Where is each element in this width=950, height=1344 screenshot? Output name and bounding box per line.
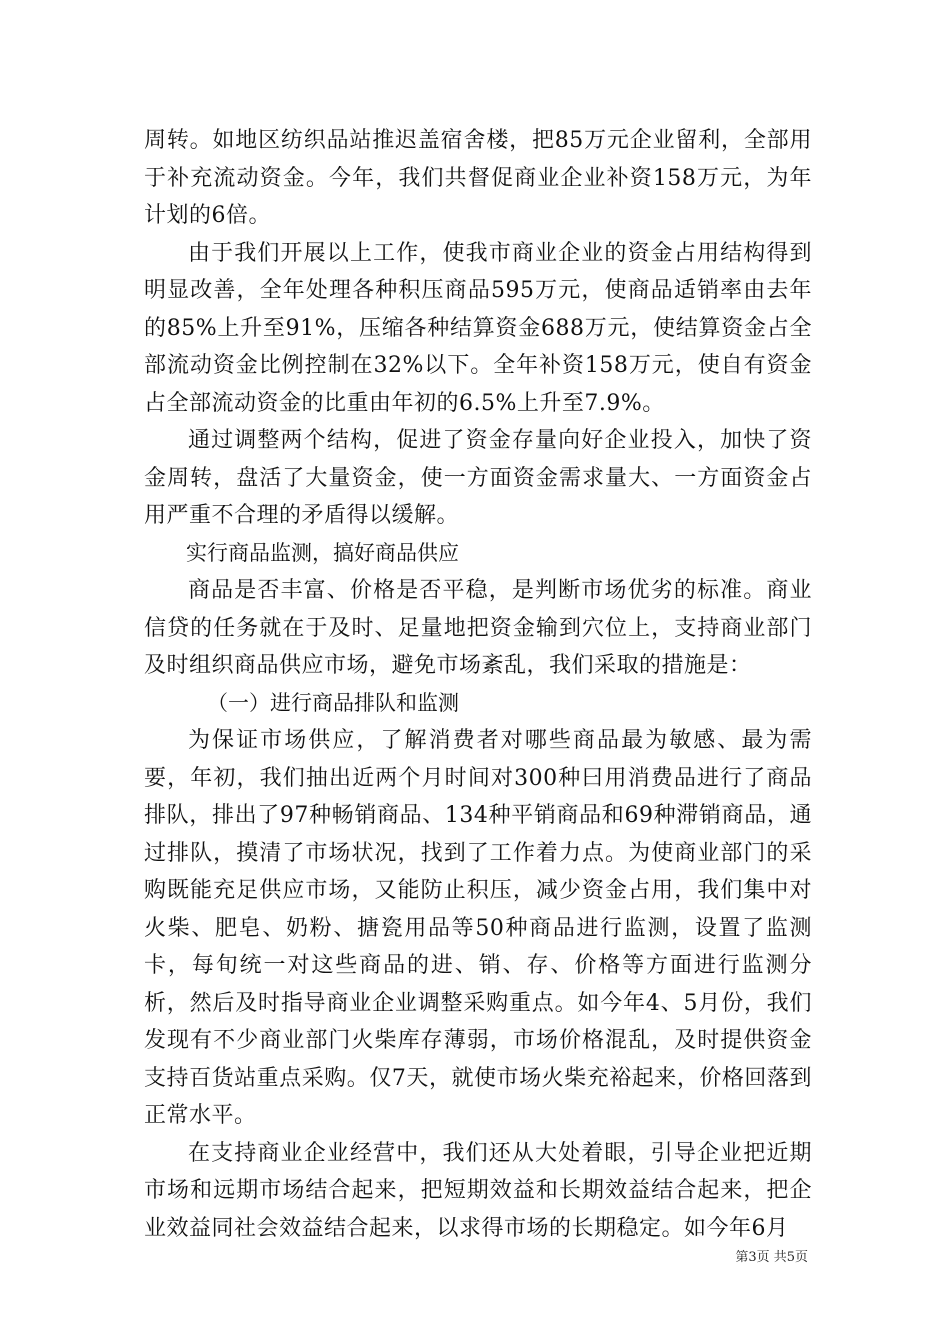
document-body bbox=[144, 122, 812, 1247]
paragraph-results: 由于我们开展以上工作，使我市商业企业的资金占用结构得到明显改善，全年处理各种积压商品595万元，使商品适销率由去年的85%上升至91%，压缩各种结算资金688万元，使结算资金占全部流动资金比例控制在32%以下。全年补资158万元，使自有资金占全部流动资金的比重由年初的6.5%上升至7.9%。 bbox=[144, 240, 812, 416]
page-number: 第3页 共5页 bbox=[735, 1250, 808, 1265]
subsection-heading: （一）进行商品排队和监测 bbox=[207, 690, 459, 715]
section-heading: 实行商品监测，搞好商品供应 bbox=[186, 540, 459, 565]
paragraph-intro: 商品是否丰富、价格是否平稳，是判断市场优劣的标准。商业信贷的任务就在于及时、足量地把资金输到穴位上，支持商业部门及时组织商品供应市场，避免市场紊乱，我们采取的措施是： bbox=[144, 578, 812, 678]
paragraph-continuation: 周转。如地区纺织品站推迟盖宿舍楼，把85万元企业留利，全部用于补充流动资金。今年，我们共督促商业企业补资158万元，为年计划的6倍。 bbox=[144, 128, 812, 228]
paragraph-summary: 通过调整两个结构，促进了资金存量向好企业投入，加快了资金周转，盘活了大量资金，使一方面资金需求量大、一方面资金占用严重不合理的矛盾得以缓解。 bbox=[144, 428, 812, 528]
paragraph-monitoring: 为保证市场供应，了解消费者对哪些商品最为敏感、最为需要，年初，我们抽出近两个月时间对300种曰用消费品进行了商品排队，排出了97种畅销商品、134种平销商品和69种滞销商品，通过排队，摸清了市场状况，找到了工作着力点。为使商业部门的采购既能充足供应市场，又能防止积压，减少资金占用，我们集中对火柴、肥皂、奶粉、搪瓷用品等50种商品进行监测，设置了监测卡，每旬统一对这些商品的进、销、存、价格等方面进行监测分析，然后及时指导商业企业调整采购重点。如今年4、5月份，我们发现有不少商业部门火柴库存薄弱，市场价格混乱，及时提供资金支持百货站重点采购。仅7天，就使市场火柴充裕起来，价格回落到正常水平。 bbox=[144, 728, 812, 1128]
paragraph-support: 在支持商业企业经营中，我们还从大处着眼，引导企业把近期市场和远期市场结合起来，把短期效益和长期效益结合起来，把企业效益同社会效益结合起来，以求得市场的长期稳定。如今年6月 bbox=[144, 1140, 812, 1241]
